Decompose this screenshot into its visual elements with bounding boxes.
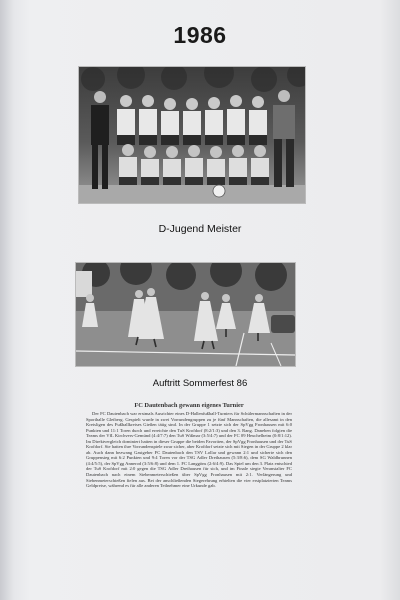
clipping-headline: FC Dautenbach gewann eigenes Turnier	[134, 402, 244, 409]
team-photo-caption: D-Jugend Meister	[158, 223, 242, 235]
team-photo-image	[79, 67, 305, 203]
newspaper-clipping	[86, 402, 292, 592]
team-photo	[79, 67, 305, 203]
year-heading: 1986	[173, 22, 227, 48]
clipping-body: Der FC Dautenbach war erstmals Ausrichter eines D-Hallenfußball-Turniers für Schülermannschaften in der Sporthalle Gleiberg. Gespielt wurde in zwei Vorrundengruppen zu je fünf Mannschaften, die allesamt in den Kreisligen des Fußballkreises Gießen tätig sind. In der Gruppe 1 setzte sich der SpVgg Fronhausen mit 6:0 Punkten und 11:1 Toren durch und erreichte den TuS Krofdorf (8:2/1:3) und den 3. Rang. Daneben folgten die Teams der VfL Kirchvers-Gemünd (4:4/7:7) den TuS Wißmar (3:5/4:7) und der FC 09 Heuchelheim (0:8/1:12). Im Direktvergleich dominiert hatten in dieser Gruppe die beiden Favoriten, der SpVgg Fronhausen und der TuS Krofdorf. Sie hatten ihre Vorrundenspiele zwar sicher, aber Krofdorf setzte sich mit Siegen in der Gruppe 2 klar ab. Auch dann bezwang Gastgeber FC Dautenbach den TSV Lollar und gewann 2:1 und sicherte sich den Gruppensieg mit 6:2 Punkten und 9:4 Toren vor der TSG Adler Dreihausen (5:3/8:6), dem SG Waldbrunnen (4:4/5:5), der SpVgg Annerod (3:5/6:8) und dem 1. FC Langgöns (2:6/4:9). Das Spiel um den 3. Platz entschied der TuS Krofdorf mit 2:0 gegen die TSG Adler Dreihausen für sich, und im Finale siegte Veranstalter FC Dautenbach nach einem Siebenmeterschießen über SpVgg Fronhausen mit 2:1. Verlängerung und Siebenmeterschießen fielen aus. Bei der anschließenden Siegerehrung erhielten die vier erstplatzierten Teams Geldpreise, während es für alle anderen Teilnehmer eine Urkunde gab.	[86, 411, 292, 489]
festival-photo-caption: Auftritt Sommerfest 86	[152, 378, 248, 389]
festival-photo	[76, 263, 295, 366]
festival-photo-image	[76, 263, 295, 366]
